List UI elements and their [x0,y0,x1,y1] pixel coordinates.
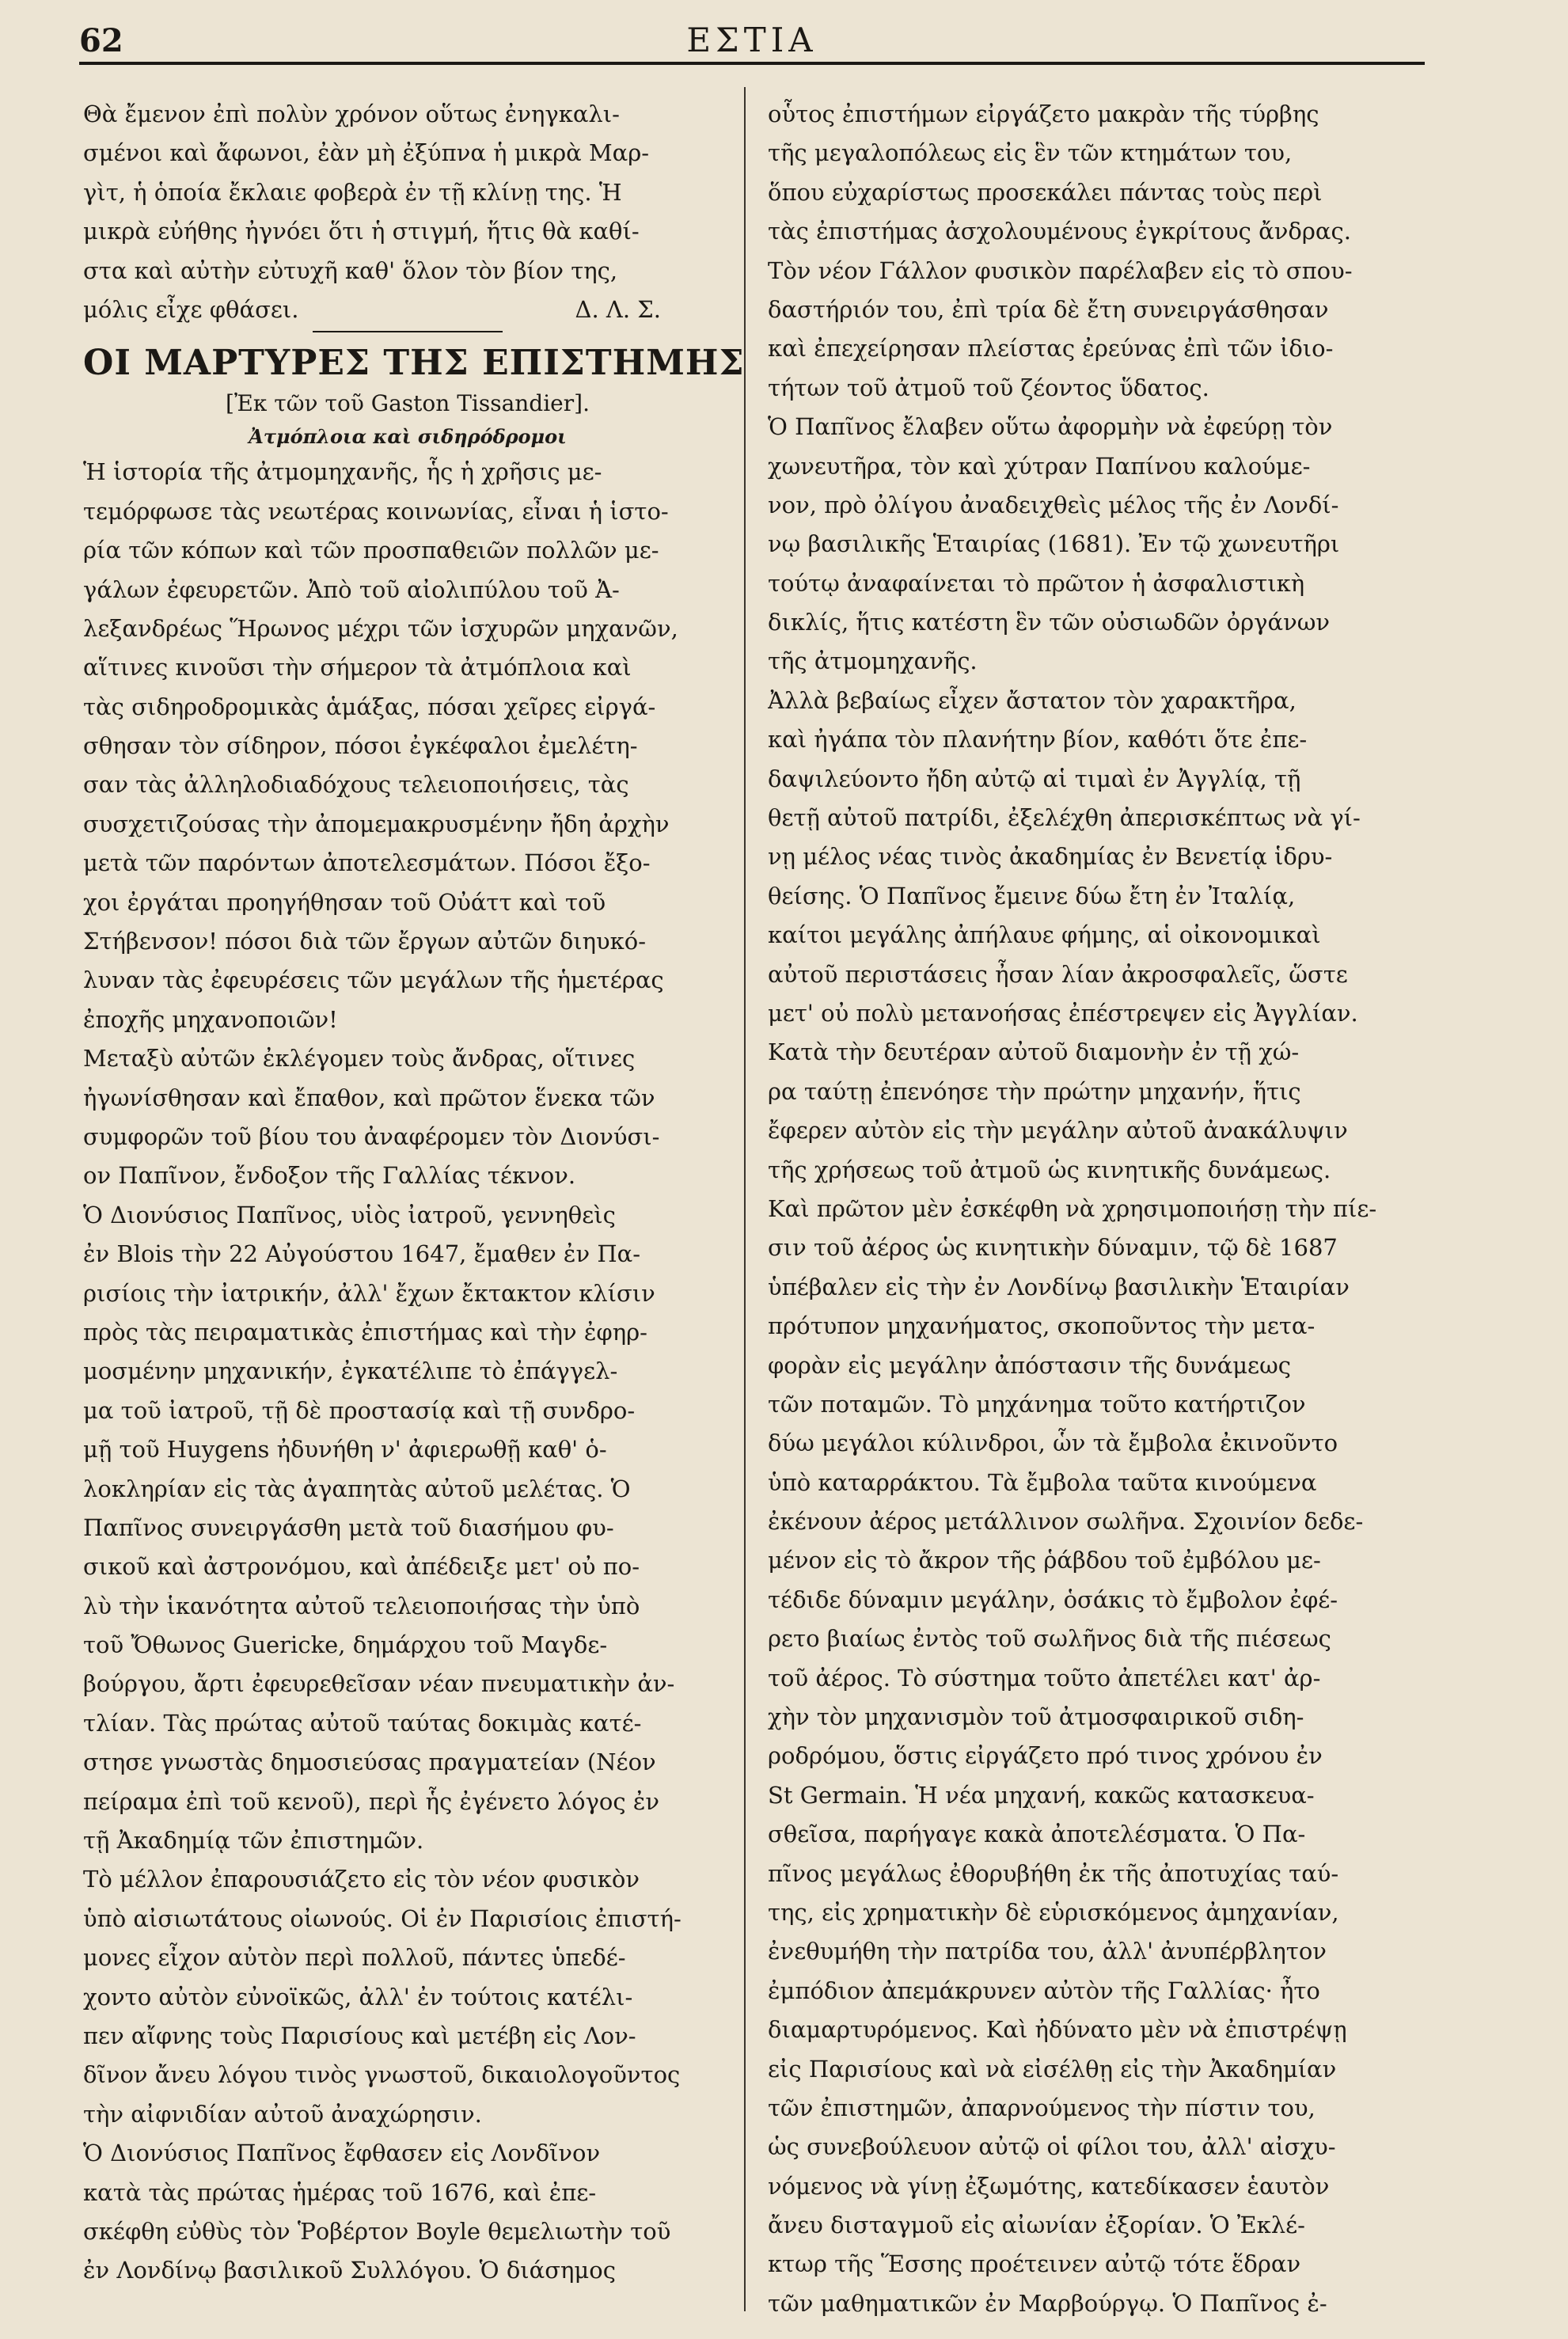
text-line: Στήβενσον! πόσοι διὰ τῶν ἔργων αὐτῶν διηυκό- [83,928,647,955]
text-line: σαν τὰς ἀλληλοδιαδόχους τελειοποιήσεις, τὰς [83,771,629,799]
text-line: φορὰν εἰς μεγάλην ἀπόστασιν τῆς δυνάμεως [768,1351,1291,1379]
text-line: καὶ ἠγάπα τὸν πλανήτην βίον, καθότι ὅτε ἐπε- [768,726,1308,754]
article-source: [Ἐκ τῶν τοῦ Gaston Tissandier]. [226,390,590,417]
text-line: ἐν Λονδίνῳ βασιλικοῦ Συλλόγου. Ὁ διάσημος [83,2257,616,2284]
text-line: Θὰ ἔμενον ἐπὶ πολὺν χρόνον οὕτως ἐνηγκαλι- [83,101,620,127]
text-line: σθεῖσα, παρήγαγε κακὰ ἀποτελέσματα. Ὁ Πα- [768,1821,1306,1848]
text-line: πείραμα ἐπὶ τοῦ κενοῦ), περὶ ἧς ἐγένετο λόγος ἐν [83,1787,660,1815]
text-line: λυναν τὰς ἐφευρέσεις τῶν μεγάλων τῆς ἡμετέρας [83,966,664,994]
author-signature: Δ. Λ. Σ. [575,295,661,323]
text-line: αὐτοῦ περιστάσεις ἦσαν λίαν ἀκροσφαλεῖς, ὥστε [768,960,1348,988]
text-line: πρότυπον μηχανήματος, σκοποῦντος τὴν μετα- [768,1312,1316,1340]
text-line: ἠγωνίσθησαν καὶ ἔπαθον, καὶ πρῶτον ἕνεκα τῶν [83,1084,655,1111]
text-line: τοῦ ἀέρος. Τὸ σύστημα τοῦτο ἀπετέλει κατ' ἀρ- [768,1664,1321,1692]
text-line: Ὁ Παπῖνος ἔλαβεν οὕτω ἀφορμὴν νὰ ἐφεύρῃ τὸν [768,413,1333,441]
section-divider-rule [313,331,503,332]
text-line: ὑπὸ καταρράκτου. Τὰ ἔμβολα ταῦτα κινούμενα [768,1468,1317,1496]
text-line: Κατὰ τὴν δευτέραν αὐτοῦ διαμονὴν ἐν τῇ χώ- [768,1039,1300,1066]
page-header [79,14,1425,62]
text-line: τούτῳ ἀναφαίνεται τὸ πρῶτον ἡ ἀσφαλιστικὴ [768,569,1305,597]
article-subtitle: Ἀτμόπλοια καὶ σιδηρόδρομοι [249,425,567,449]
text-line: τὴν αἰφνιδίαν αὐτοῦ ἀναχώρησιν. [83,2100,482,2128]
text-line: πῖνος μεγάλως ἐθορυβήθη ἐκ τῆς ἀποτυχίας ταύ- [768,1859,1339,1887]
text-line: καίτοι μεγάλης ἀπήλαυε φήμης, αἱ οἰκονομικαὶ [768,921,1321,949]
text-line: τέδιδε δύναμιν μεγάλην, ὁσάκις τὸ ἔμβολον ἐφέ- [768,1585,1338,1613]
text-line: τῶν μαθηματικῶν ἐν Μαρβούργῳ. Ὁ Παπῖνος ἐ- [768,2289,1327,2317]
text-line: κτωρ τῆς Ἕσσης προέτεινεν αὐτῷ τότε ἕδραν [768,2250,1301,2278]
text-line: δύω μεγάλοι κύλινδροι, ὧν τὰ ἔμβολα ἐκινοῦντο [768,1430,1338,1457]
text-line: Μεταξὺ αὐτῶν ἐκλέγομεν τοὺς ἄνδρας, οἵτινες [83,1045,636,1073]
text-line: δαψιλεύοντο ἤδη αὐτῷ αἱ τιμαὶ ἐν Ἀγγλίᾳ, τῇ [768,765,1301,792]
text-line: νῳ βασιλικῆς Ἑταιρίας (1681). Ἐν τῷ χωνευτῆρι [768,530,1340,558]
text-line: γάλων ἐφευρετῶν. Ἀπὸ τοῦ αἰολιπύλου τοῦ Ἀ- [83,575,620,603]
text-line: χοντο αὐτὸν εὐνοϊκῶς, ἀλλ' ἐν τούτοις κατέλι- [83,1983,633,2011]
text-line: βούργου, ἄρτι ἐφευρεθεῖσαν νέαν πνευματικὴν ἀν- [83,1670,675,1698]
text-line: ἐποχῆς μηχανοποιῶν! [83,1005,338,1033]
left-column [83,95,745,2291]
text-line: τοῦ Ὄθωνος Guericke, δημάρχου τοῦ Μαγδε- [83,1631,608,1659]
text-line: μετ' οὐ πολὺ μετανοήσας ἐπέστρεψεν εἰς Ἀγγλίαν. [768,999,1358,1027]
text-line: τὰς σιδηροδρομικὰς ἁμάξας, πόσαι χεῖρες εἰργά- [83,693,656,720]
text-line: συμφορῶν τοῦ βίου του ἀναφέρομεν τὸν Διονύσι- [83,1122,660,1150]
text-line: δικλίς, ἥτις κατέστη ἓν τῶν οὐσιωδῶν ὀργάνων [768,609,1330,636]
text-line: λοκληρίαν εἰς τὰς ἀγαπητὰς αὐτοῦ μελέτας. Ὁ [83,1475,631,1502]
intro-paragraph [83,95,732,290]
text-line: ἔφερεν αὐτὸν εἰς τὴν μεγάλην αὐτοῦ ἀνακάλυψιν [768,1117,1348,1145]
text-line: σκέφθη εὐθὺς τὸν Ῥοβέρτον Boyle θεμελιωτὴν τοῦ [83,2217,671,2245]
text-line: τῶν ἐπιστημῶν, ἀπαρνούμενος τὴν πίστιν του, [768,2094,1316,2121]
text-line: μικρὰ εὐήθης ἠγνόει ὅτι ἡ στιγμή, ἥτις θὰ καθί- [83,218,640,245]
text-line: τεμόρφωσε τὰς νεωτέρας κοινωνίας, εἶναι ἡ ἱστο- [83,497,669,525]
text-line: St Germain. Ἡ νέα μηχανή, κακῶς κατασκευα- [768,1781,1315,1809]
text-line: μοσμένην μηχανικήν, ἐγκατέλιπε τὸ ἐπάγγελ- [83,1357,618,1385]
text-line: Παπῖνος συνειργάσθη μετὰ τοῦ διασήμου φυ- [83,1513,614,1541]
text-line: κατὰ τὰς πρώτας ἡμέρας τοῦ 1676, καὶ ἐπε- [83,2178,597,2206]
text-line: νῃ μέλος νέας τινὸς ἀκαδημίας ἐν Βενετίᾳ ἱδρυ- [768,843,1333,871]
text-line: στησε γνωστὰς δημοσιεύσας πραγματείαν (Νέον [83,1749,656,1776]
text-line: τλίαν. Τὰς πρώτας αὐτοῦ ταύτας δοκιμὰς κατέ- [83,1709,642,1737]
text-line: μένον εἰς τὸ ἄκρον τῆς ῥάβδου τοῦ ἐμβόλου με- [768,1547,1321,1574]
text-line: πεν αἴφνης τοὺς Παρισίους καὶ μετέβη εἰς Λον- [83,2022,636,2049]
text-line: αἵτινες κινοῦσι τὴν σήμερον τὰ ἀτμόπλοια καὶ [83,654,632,682]
text-line: σιν τοῦ ἀέρος ὡς κινητικὴν δύναμιν, τῷ δὲ 1687 [768,1234,1338,1262]
text-line: ρα ταύτῃ ἐπενόησε τὴν πρώτην μηχανήν, ἥτις [768,1077,1301,1105]
text-line: μετὰ τῶν παρόντων ἀποτελεσμάτων. Πόσοι ἔξο- [83,849,651,877]
text-line: τὰς ἐπιστήμας ἀσχολουμένους ἐγκρίτους ἄνδρας. [768,218,1351,245]
text-line: ἐκένουν ἀέρος μετάλλινον σωλῆνα. Σχοινίον δεδε- [768,1508,1364,1536]
text-line: μονες εἶχον αὐτὸν περὶ πολλοῦ, πάντες ὑπεδέ- [83,1944,626,1972]
text-line: ρετο βιαίως ἐντὸς τοῦ σωλῆνος διὰ τῆς πιέσεως [768,1625,1331,1653]
text-line: τῆς ἀτμομηχανῆς. [768,647,978,675]
text-line: τῇ Ἀκαδημίᾳ τῶν ἐπιστημῶν. [83,1827,424,1855]
intro-closing-line [83,290,732,329]
text-line: λὺ τὴν ἱκανότητα αὐτοῦ τελειοποιήσας τὴν ὑπὸ [83,1592,640,1619]
text-line: ἐνεθυμήθη τὴν πατρίδα του, ἀλλ' ἀνυπέρβλητον [768,1938,1327,1965]
text-line: σικοῦ καὶ ἀστρονόμου, καὶ ἀπέδειξε μετ' οὐ πο- [83,1553,640,1581]
text-line: μῇ τοῦ Huygens ἠδυνήθη ν' ἀφιερωθῇ καθ' ὁ- [83,1436,607,1464]
text-line: μα τοῦ ἰατροῦ, τῇ δὲ προστασίᾳ καὶ τῇ συνδρο- [83,1396,636,1424]
text-line: της, εἰς χρηματικὴν δὲ εὑρισκόμενος ἀμηχανίαν, [768,1898,1339,1926]
article-body-left [83,453,732,2290]
header-rule [79,62,1425,65]
text-line: Καὶ πρῶτον μὲν ἐσκέφθη νὰ χρησιμοποιήσῃ τὴν πίε- [768,1194,1377,1222]
article-title: ΟΙ ΜΑΡΤΥΡΕΣ ΤΗΣ ΕΠΙΣΤΗΜΗΣ [83,343,745,384]
text-line: Τὸ μέλλον ἐπαρουσιάζετο εἰς τὸν νέον φυσικὸν [83,1866,640,1893]
text-line: ὡς συνεβούλευον αὐτῷ οἱ φίλοι του, ἀλλ' αἰσχυ- [768,2133,1336,2161]
text-line: ὅπου εὐχαρίστως προσεκάλει πάντας τοὺς περὶ [768,178,1323,206]
text-line: Ἡ ἱστορία τῆς ἀτμομηχανῆς, ἧς ἡ χρῆσις με- [83,458,602,486]
text-line: τήτων τοῦ ἀτμοῦ τοῦ ζέοντος ὕδατος. [768,374,1209,401]
text-line: εἰς Παρισίους καὶ νὰ εἰσέλθῃ εἰς τὴν Ἀκαδημίαν [768,2055,1337,2083]
text-line: συσχετιζούσας τὴν ἀπομεμακρυσμένην ἤδη ἀρχὴν [83,810,670,837]
text-line: Τὸν νέον Γάλλον φυσικὸν παρέλαβεν εἰς τὸ σπου- [768,256,1353,284]
running-title: ΕΣΤΙΑ [686,21,818,59]
text-line: τῆς μεγαλοπόλεως εἰς ἓν τῶν κτημάτων του, [768,139,1293,167]
text-line: τῶν ποταμῶν. Τὸ μηχάνημα τοῦτο κατήρτιζον [768,1390,1306,1418]
text-line: διαμαρτυρόμενος. Καὶ ἠδύνατο μὲν νὰ ἐπιστρέψῃ [768,2016,1347,2044]
text-line: ρισίοις τὴν ἰατρικήν, ἀλλ' ἔχων ἔκτακτον κλίσιν [83,1279,655,1307]
text-line: ἐμπόδιον ἀπεμάκρυνεν αὐτὸν τῆς Γαλλίας· ἦτο [768,1976,1320,2004]
text-line: Ὁ Διονύσιος Παπῖνος ἔφθασεν εἰς Λονδῖνον [83,2140,601,2167]
text-line: ὑπέβαλεν εἰς τὴν ἐν Λονδίνῳ βασιλικὴν Ἑταιρίαν [768,1273,1350,1300]
text-line: στα καὶ αὐτὴν εὐτυχῆ καθ' ὅλον τὸν βίον της, [83,256,618,284]
text-line: ον Παπῖνον, ἔνδοξον τῆς Γαλλίας τέκνον. [83,1162,576,1190]
text-line: δαστήριόν του, ἐπὶ τρία δὲ ἔτη συνειργάσθησαν [768,295,1329,323]
text-line: καὶ ἐπεχείρησαν πλείστας ἐρεύνας ἐπὶ τῶν ἰδιο- [768,335,1334,363]
text-line: πρὸς τὰς πειραματικὰς ἐπιστήμας καὶ τὴν ἐφηρ- [83,1318,647,1346]
text-line: ὑπὸ αἰσιωτάτους οἰωνούς. Οἱ ἐν Παρισίοις ἐπιστή- [83,1904,681,1932]
text-line: τῆς χρήσεως τοῦ ἀτμοῦ ὡς κινητικῆς δυνάμεως. [768,1156,1331,1183]
text-line: χὴν τὸν μηχανισμὸν τοῦ ἀτμοσφαιρικοῦ σιδη- [768,1703,1304,1731]
text-line: λεξανδρέως Ἥρωνος μέχρι τῶν ἰσχυρῶν μηχανῶν, [83,614,678,642]
text-line: σθησαν τὸν σίδηρον, πόσοι ἐγκέφαλοι ἐμελέτη- [83,732,638,760]
text-line: οὗτος ἐπιστήμων εἰργάζετο μακρὰν τῆς τύρβης [768,101,1319,127]
text-line: σμένοι καὶ ἄφωνοι, ἐὰν μὴ ἐξύπνα ἡ μικρὰ Μαρ- [83,139,650,167]
column-divider [744,87,746,2311]
text-line: ἄνευ δισταγμοῦ εἰς αἰωνίαν ἐξορίαν. Ὁ Ἐκλέ- [768,2212,1305,2239]
text-line: Ἀλλὰ βεβαίως εἶχεν ἄστατον τὸν χαρακτῆρα, [768,686,1297,714]
text-line: γὶτ, ἡ ὁποία ἔκλαιε φοβερὰ ἐν τῇ κλίνῃ της. Ἡ [83,178,622,206]
page-number: 62 [79,22,123,59]
text-line: ροδρόμου, ὅστις εἰργάζετο πρό τινος χρόνου ἐν [768,1742,1323,1770]
intro-last-line: μόλις εἶχε φθάσει. [83,295,299,323]
article-body-right [768,95,1417,2323]
text-line: δῖνον ἄνευ λόγου τινὸς γνωστοῦ, δικαιολογοῦντος [83,2061,681,2089]
text-line: νόμενος νὰ γίνῃ ἐξωμότης, κατεδίκασεν ἑαυτὸν [768,2172,1330,2200]
text-line: νον, πρὸ ὀλίγου ἀναδειχθεὶς μέλος τῆς ἐν Λονδί- [768,491,1339,518]
text-line: ρία τῶν κόπων καὶ τῶν προσπαθειῶν πολλῶν με- [83,537,659,564]
text-line: χωνευτῆρα, τὸν καὶ χύτραν Παπίνου καλούμε- [768,452,1311,480]
text-line: ἐν Blois τὴν 22 Αὐγούστου 1647, ἔμαθεν ἐν Πα- [83,1240,641,1268]
right-column [768,95,1417,2323]
text-line: θείσης. Ὁ Παπῖνος ἔμεινε δύω ἔτη ἐν Ἰταλίᾳ, [768,882,1296,909]
text-line: θετῇ αὐτοῦ πατρίδι, ἐξελέχθη ἀπερισκέπτως νὰ γί- [768,804,1361,832]
text-line: χοι ἐργάται προηγήθησαν τοῦ Οὐάττ καὶ τοῦ [83,888,606,916]
text-line: Ὁ Διονύσιος Παπῖνος, υἱὸς ἰατροῦ, γεννηθεὶς [83,1201,616,1228]
